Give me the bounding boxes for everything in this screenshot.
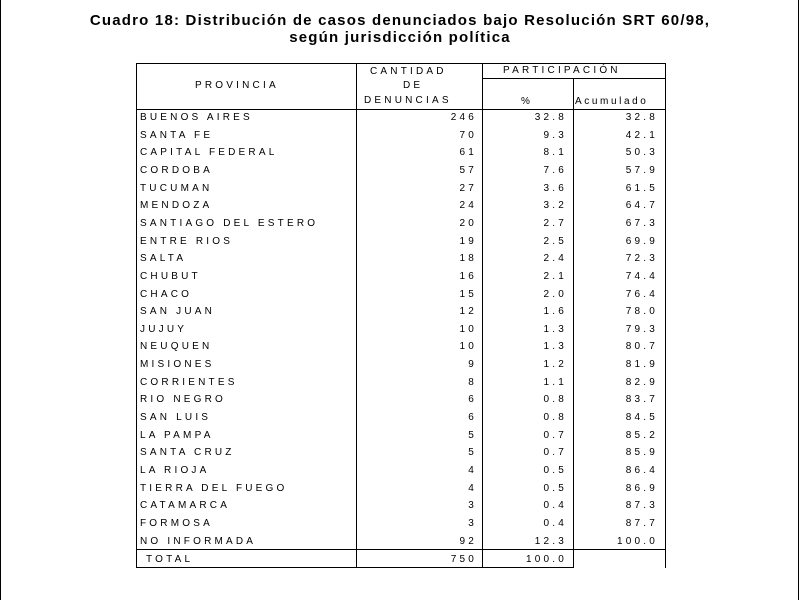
row-provincia: CAPITAL FEDERAL: [140, 147, 278, 158]
row-cantidad: 20: [459, 218, 477, 229]
table-left-border: [136, 63, 137, 568]
row-cantidad: 6: [468, 412, 477, 423]
row-cantidad: 15: [459, 289, 477, 300]
row-cantidad: 9: [468, 359, 477, 370]
row-cantidad: 27: [459, 183, 477, 194]
row-cantidad: 57: [459, 165, 477, 176]
table-title-line-1: Cuadro 18: Distribución de casos denunciados bajo Resolución SRT 60/98,: [89, 12, 711, 29]
row-pct: 1.6: [543, 306, 567, 317]
row-provincia: CHUBUT: [140, 271, 201, 282]
row-acumulado: 78.0: [625, 306, 658, 317]
divider-cantidad-pct: [482, 63, 483, 568]
header-acumulado: Acumulado: [575, 96, 649, 107]
header-participacion: PARTICIPACIÓN: [503, 65, 621, 76]
row-pct: 0.8: [543, 394, 567, 405]
row-pct: 3.6: [543, 183, 567, 194]
row-acumulado: 86.9: [625, 483, 658, 494]
header-provincia: PROVINCIA: [195, 80, 279, 91]
row-provincia: CORDOBA: [140, 165, 213, 176]
row-provincia: SANTA FE: [140, 130, 214, 141]
table-top-border: [136, 63, 666, 64]
row-provincia: MISIONES: [140, 359, 215, 370]
row-provincia: JUJUY: [140, 324, 188, 335]
row-pct: 7.6: [543, 165, 567, 176]
table-title-line-2: según jurisdicción política: [289, 29, 511, 46]
header-pct: %: [521, 96, 534, 107]
row-acumulado: 74.4: [625, 271, 658, 282]
row-acumulado: 85.2: [625, 430, 658, 441]
row-pct: 0.8: [543, 412, 567, 423]
total-top-border: [136, 549, 666, 550]
row-cantidad: 10: [459, 341, 477, 352]
row-cantidad: 12: [459, 306, 477, 317]
row-cantidad: 70: [459, 130, 477, 141]
row-provincia: LA PAMPA: [140, 430, 214, 441]
row-acumulado: 82.9: [625, 377, 658, 388]
row-acumulado: 69.9: [625, 236, 658, 247]
row-pct: 0.7: [543, 430, 567, 441]
row-pct: 1.1: [543, 377, 567, 388]
total-pct: 100.0: [525, 554, 567, 565]
header-cantidad-line-2: DE: [403, 80, 424, 91]
row-cantidad: 4: [468, 465, 477, 476]
row-cantidad: 3: [468, 518, 477, 529]
row-provincia: LA RIOJA: [140, 465, 210, 476]
total-cantidad: 750: [450, 554, 477, 565]
row-pct: 32.8: [534, 112, 567, 123]
table-bottom-border: [136, 567, 574, 568]
row-cantidad: 10: [459, 324, 477, 335]
row-acumulado: 83.7: [625, 394, 658, 405]
row-acumulado: 61.5: [625, 183, 658, 194]
row-provincia: CATAMARCA: [140, 500, 231, 511]
row-provincia: RIO NEGRO: [140, 394, 227, 405]
row-provincia: SANTA CRUZ: [140, 447, 235, 458]
row-cantidad: 61: [459, 147, 477, 158]
header-cantidad-line-3: DENUNCIAS: [364, 95, 452, 106]
row-acumulado: 50.3: [625, 147, 658, 158]
row-acumulado: 64.7: [625, 200, 658, 211]
row-provincia: ENTRE RIOS: [140, 236, 234, 247]
row-pct: 2.5: [543, 236, 567, 247]
row-pct: 0.7: [543, 447, 567, 458]
divider-pct-acumulado: [573, 78, 574, 568]
row-cantidad: 5: [468, 430, 477, 441]
row-cantidad: 246: [450, 112, 477, 123]
row-acumulado: 85.9: [625, 447, 658, 458]
row-pct: 0.4: [543, 500, 567, 511]
participacion-underline: [483, 78, 666, 79]
row-provincia: TUCUMAN: [140, 183, 213, 194]
row-provincia: SALTA: [140, 253, 187, 264]
row-cantidad: 19: [459, 236, 477, 247]
row-acumulado: 67.3: [625, 218, 658, 229]
row-acumulado: 87.7: [625, 518, 658, 529]
row-acumulado: 81.9: [625, 359, 658, 370]
row-acumulado: 86.4: [625, 465, 658, 476]
row-provincia: NO INFORMADA: [140, 536, 257, 547]
row-pct: 1.2: [543, 359, 567, 370]
row-cantidad: 8: [468, 377, 477, 388]
row-pct: 9.3: [543, 130, 567, 141]
row-pct: 1.3: [543, 324, 567, 335]
row-cantidad: 5: [468, 447, 477, 458]
row-provincia: TIERRA DEL FUEGO: [140, 483, 288, 494]
row-pct: 0.4: [543, 518, 567, 529]
row-cantidad: 18: [459, 253, 477, 264]
row-cantidad: 6: [468, 394, 477, 405]
row-cantidad: 4: [468, 483, 477, 494]
row-acumulado: 84.5: [625, 412, 658, 423]
row-provincia: FORMOSA: [140, 518, 213, 529]
row-acumulado: 100.0: [616, 536, 658, 547]
row-acumulado: 42.1: [625, 130, 658, 141]
row-provincia: CORRIENTES: [140, 377, 238, 388]
row-cantidad: 92: [459, 536, 477, 547]
row-provincia: SAN JUAN: [140, 306, 216, 317]
header-bottom-border: [136, 109, 666, 110]
window-right-border: [798, 0, 799, 600]
row-acumulado: 76.4: [625, 289, 658, 300]
row-acumulado: 80.7: [625, 341, 658, 352]
row-pct: 0.5: [543, 465, 567, 476]
row-pct: 2.0: [543, 289, 567, 300]
row-pct: 3.2: [543, 200, 567, 211]
row-cantidad: 24: [459, 200, 477, 211]
row-acumulado: 87.3: [625, 500, 658, 511]
row-provincia: CHACO: [140, 289, 193, 300]
row-pct: 8.1: [543, 147, 567, 158]
row-acumulado: 72.3: [625, 253, 658, 264]
table-right-border: [665, 63, 666, 568]
row-provincia: SAN LUIS: [140, 412, 212, 423]
row-cantidad: 3: [468, 500, 477, 511]
row-provincia: SANTIAGO DEL ESTERO: [140, 218, 319, 229]
row-pct: 2.1: [543, 271, 567, 282]
window-left-border: [0, 0, 1, 600]
row-cantidad: 16: [459, 271, 477, 282]
row-acumulado: 32.8: [625, 112, 658, 123]
row-pct: 0.5: [543, 483, 567, 494]
row-pct: 2.4: [543, 253, 567, 264]
row-provincia: MENDOZA: [140, 200, 213, 211]
row-pct: 1.3: [543, 341, 567, 352]
row-provincia: BUENOS AIRES: [140, 112, 253, 123]
row-pct: 2.7: [543, 218, 567, 229]
row-acumulado: 79.3: [625, 324, 658, 335]
header-cantidad-line-1: CANTIDAD: [370, 66, 447, 77]
row-acumulado: 57.9: [625, 165, 658, 176]
total-label: TOTAL: [146, 554, 194, 565]
row-provincia: NEUQUEN: [140, 341, 213, 352]
row-pct: 12.3: [534, 536, 567, 547]
